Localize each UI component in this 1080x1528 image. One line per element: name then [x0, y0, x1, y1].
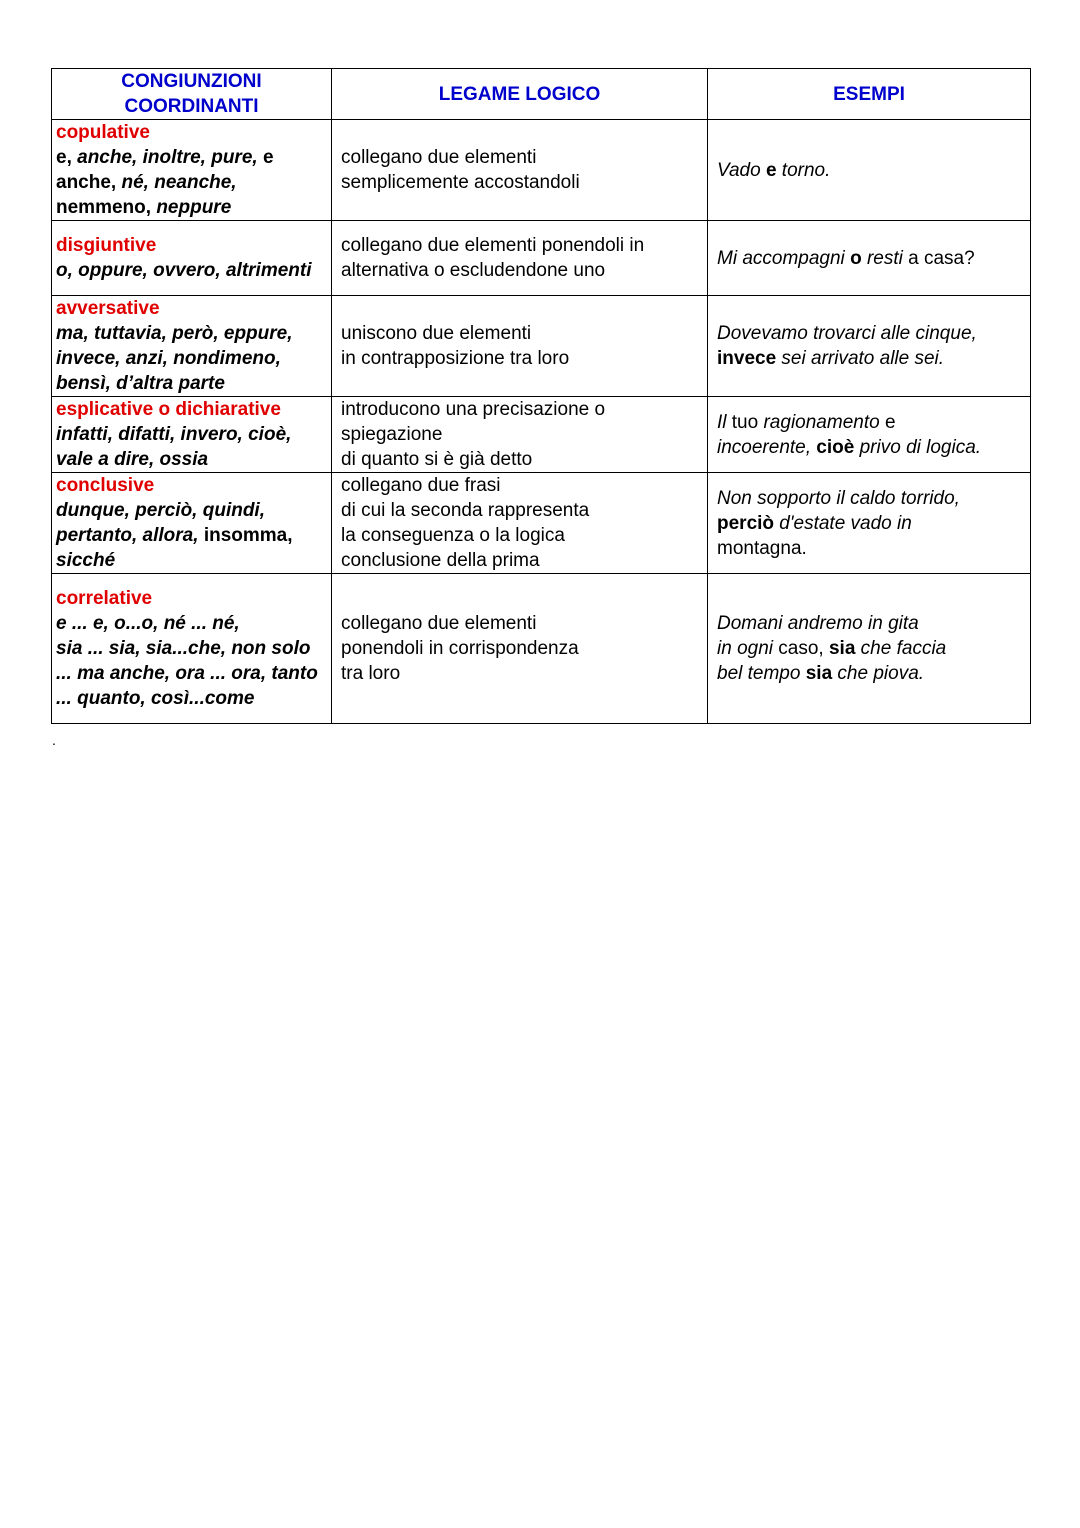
table-header-row: [52, 69, 1031, 120]
text-segment: ma, tuttavia, però, eppure, invece, anzi, nondimeno, bensì, d’altra parte: [56, 323, 293, 394]
text-segment: sei arrivato alle sei.: [776, 348, 945, 369]
text-segment: neppure: [156, 197, 232, 218]
header-legame-logico: LEGAME LOGICO: [332, 69, 708, 120]
category-label: correlative: [56, 588, 153, 609]
text-segment: sicché: [56, 550, 116, 571]
text-segment: collegano due elementi ponendoli in alternativa o escludendone uno: [341, 235, 645, 281]
text-segment: o, oppure, ovvero, altrimenti: [56, 260, 312, 281]
table-row: [52, 397, 1031, 473]
text-segment: tra loro: [341, 663, 401, 684]
conjunction-cell: [52, 473, 332, 574]
conjunction-cell: [52, 574, 332, 724]
category-label: copulative: [56, 122, 150, 143]
logical-link-cell: [332, 397, 708, 473]
category-label: esplicative o dichiarative: [56, 399, 281, 420]
text-segment: e ... e, o...o, né ... né,: [56, 613, 240, 634]
text-segment: sia: [805, 663, 833, 684]
text-segment: o: [850, 247, 862, 269]
logical-link-cell: [332, 473, 708, 574]
text-segment: ragionamento: [763, 411, 885, 433]
text-segment: uniscono due elementi: [341, 323, 532, 344]
text-segment: collegano due elementi: [341, 147, 537, 168]
text-segment: di cui la seconda rappresenta: [341, 500, 590, 521]
conjunction-words: [56, 422, 327, 472]
text-segment: d'estate vado in: [774, 512, 912, 534]
text-segment: infatti, difatti, invero, cioè, vale a dire, ossia: [56, 424, 292, 470]
text-segment: sia ... sia, sia...che, non solo ... ma anche, ora ... ora, tanto ... quanto, così...come: [56, 638, 318, 709]
text-segment: conclusione della prima: [341, 550, 540, 571]
text-segment: che faccia: [855, 638, 947, 659]
text-segment: Domani andremo in gita: [717, 613, 919, 634]
logical-link-cell: [332, 221, 708, 296]
logical-link-cell: [332, 296, 708, 397]
text-segment: e: [765, 159, 777, 181]
category-label: avversative: [56, 298, 160, 319]
table-row: [52, 120, 1031, 221]
example-cell: [708, 574, 1031, 724]
conjunction-cell: [52, 221, 332, 296]
logical-link-cell: [332, 120, 708, 221]
conjunction-words: [56, 611, 327, 711]
footer-dot: .: [52, 732, 56, 748]
text-segment: semplicemente accostandoli: [341, 172, 580, 193]
example-cell: [708, 296, 1031, 397]
conjunction-cell: [52, 296, 332, 397]
text-segment: collegano due frasi: [341, 475, 501, 496]
example-cell: [708, 397, 1031, 473]
conjunction-words: [56, 498, 327, 573]
text-segment: a casa?: [908, 247, 975, 269]
text-segment: neanche,: [154, 172, 237, 193]
table-row: [52, 221, 1031, 296]
text-segment: caso,: [778, 638, 829, 659]
table-row: [52, 296, 1031, 397]
text-segment: spiegazione: [341, 424, 443, 445]
text-segment: torno.: [776, 159, 831, 181]
text-segment: resti: [861, 247, 909, 269]
category-label: disgiuntive: [56, 235, 157, 256]
text-segment: perciò: [717, 512, 775, 534]
text-segment: nemmeno,: [56, 197, 157, 218]
text-segment: cioè: [816, 436, 855, 458]
table-row: [52, 473, 1031, 574]
text-segment: collegano due elementi: [341, 613, 537, 634]
text-segment: anche, inoltre, pure,: [77, 147, 263, 168]
conjunction-cell: [52, 397, 332, 473]
text-segment: incoerente,: [717, 436, 817, 458]
example-cell: [708, 221, 1031, 296]
header-congiunzioni: CONGIUNZIONI COORDINANTI: [52, 69, 332, 120]
category-label: conclusive: [56, 475, 155, 496]
table-row: [52, 574, 1031, 724]
text-segment: introducono una precisazione o: [341, 399, 606, 420]
conjunction-words: [56, 258, 327, 283]
text-segment: ponendoli in corrispondenza: [341, 638, 579, 659]
text-segment: che piova.: [832, 663, 925, 684]
text-segment: Non sopporto il caldo torrido,: [717, 487, 960, 509]
text-segment: dunque, perciò, quindi, pertanto, allora,: [56, 500, 265, 546]
logical-link-cell: [332, 574, 708, 724]
text-segment: Dovevamo trovarci alle cinque,: [717, 323, 977, 344]
text-segment: e,: [56, 147, 78, 168]
example-cell: [708, 473, 1031, 574]
text-segment: privo di logica.: [854, 436, 982, 458]
text-segment: montagna.: [717, 537, 807, 559]
conjunction-words: [56, 145, 327, 220]
text-segment: in contrapposizione tra loro: [341, 348, 570, 369]
conjunction-cell: [52, 120, 332, 221]
text-segment: sia: [828, 638, 856, 659]
text-segment: invece: [717, 348, 777, 369]
text-segment: tuo: [731, 411, 764, 433]
text-segment: Mi accompagni: [717, 247, 851, 269]
conjunctions-table: [51, 68, 1031, 724]
text-segment: bel tempo: [717, 663, 806, 684]
text-segment: in ogni: [717, 638, 779, 659]
text-segment: e anche,: [56, 147, 274, 193]
header-esempi: ESEMPI: [708, 69, 1031, 120]
example-cell: [708, 120, 1031, 221]
text-segment: né,: [121, 172, 155, 193]
conjunction-words: [56, 321, 327, 396]
text-segment: di quanto si è già detto: [341, 449, 533, 470]
text-segment: insomma,: [203, 525, 293, 546]
text-segment: Vado: [717, 159, 766, 181]
text-segment: Il: [717, 411, 732, 433]
text-segment: e: [884, 411, 896, 433]
text-segment: la conseguenza o la logica: [341, 525, 565, 546]
